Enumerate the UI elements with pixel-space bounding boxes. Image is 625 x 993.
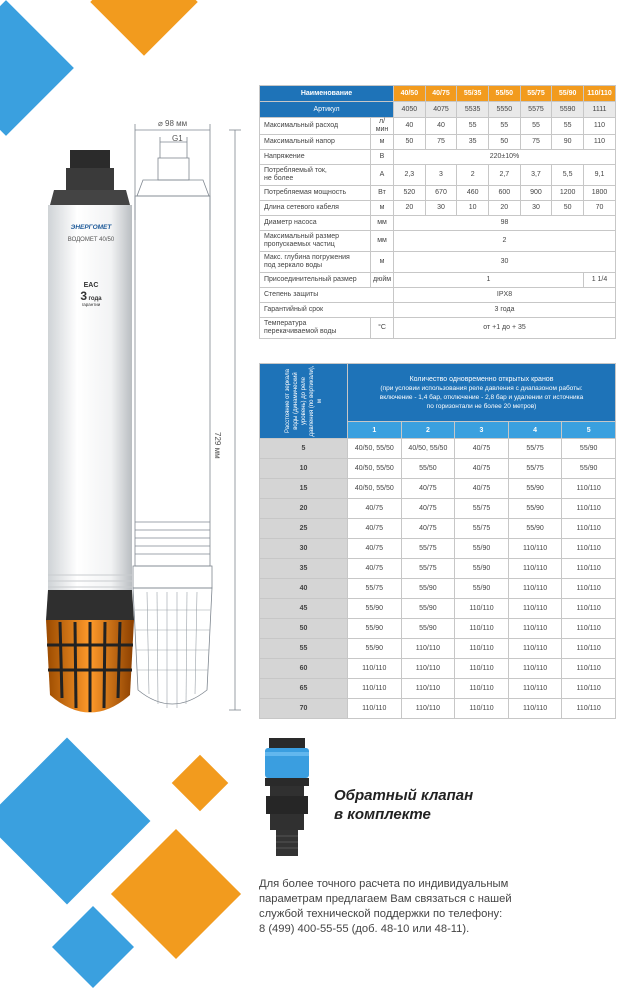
taps-cell: 110/110 [401, 659, 455, 679]
taps-cell: 55/75 [401, 539, 455, 559]
decor-diamond-orange-small [172, 755, 229, 812]
taps-cell: 55/90 [455, 579, 509, 599]
taps-cell: 40/75 [348, 499, 402, 519]
taps-cell: 110/110 [562, 539, 616, 559]
spec-row-unit: мм [371, 216, 394, 231]
taps-depth: 30 [260, 539, 348, 559]
taps-cell: 110/110 [455, 599, 509, 619]
spec-row-name: Максимальный напор [260, 135, 371, 150]
taps-row [260, 439, 616, 459]
taps-depth: 5 [260, 439, 348, 459]
spec-row-name: Присоединительный размер [260, 273, 371, 288]
taps-vertical-header-cell [260, 364, 348, 439]
taps-cell: 110/110 [508, 679, 562, 699]
spec-row-voltage [260, 150, 616, 165]
spec-article-row [260, 102, 616, 118]
spec-cell: 55 [520, 118, 552, 135]
spec-cell: 900 [520, 186, 552, 201]
taps-cell: 110/110 [508, 659, 562, 679]
spec-cell: от +1 до + 35 [394, 318, 616, 339]
taps-cell: 110/110 [562, 599, 616, 619]
spec-cell: 1 1/4 [584, 273, 616, 288]
spec-row-name: Диаметр насоса [260, 216, 371, 231]
spec-row-name [260, 318, 371, 339]
spec-row-name-line: Макс. глубина погружения [264, 254, 350, 261]
spec-row-name [260, 165, 371, 186]
spec-row-particles [260, 231, 616, 252]
taps-cell: 40/75 [401, 499, 455, 519]
contact-line: параметрам предлагаем Вам связаться с нашей [259, 893, 512, 905]
spec-cell: 2,7 [488, 165, 520, 186]
taps-cell: 110/110 [562, 659, 616, 679]
spec-cell: 2 [394, 231, 616, 252]
spec-cell: 460 [457, 186, 489, 201]
taps-row [260, 499, 616, 519]
taps-cell: 110/110 [348, 679, 402, 699]
spec-model: 40/75 [425, 86, 457, 102]
taps-cell: 40/75 [401, 519, 455, 539]
spec-cell: 1800 [584, 186, 616, 201]
spec-model: 55/35 [457, 86, 489, 102]
taps-cell: 40/50, 55/50 [348, 459, 402, 479]
taps-title-line: (при условии использования реле давления с диапазоном работы: [380, 384, 583, 392]
decor-diamond-orange-bottom [111, 829, 241, 959]
spec-row-name [260, 231, 371, 252]
taps-cell: 55/75 [348, 579, 402, 599]
decor-diamond-blue-top [0, 0, 74, 136]
spec-cell: 670 [425, 186, 457, 201]
spec-cell: 55 [488, 118, 520, 135]
taps-row [260, 599, 616, 619]
height-label: 729 мм [213, 432, 222, 459]
spec-cell: 90 [552, 135, 584, 150]
spec-article: 4075 [425, 102, 457, 118]
taps-cell: 55/90 [562, 459, 616, 479]
spec-row-current [260, 165, 616, 186]
taps-depth: 65 [260, 679, 348, 699]
taps-cell: 40/75 [455, 439, 509, 459]
spec-cell: 600 [488, 186, 520, 201]
spec-row-protection [260, 288, 616, 303]
taps-cell: 40/75 [455, 459, 509, 479]
pump-model: ВОДОМЕТ 40/50 [67, 237, 115, 243]
taps-vertical-header: Расстояние от зеркала воды (динамический уровень) до реле давления (по вертикали), м [284, 365, 323, 437]
taps-cell: 40/50, 55/50 [348, 439, 402, 459]
taps-row [260, 559, 616, 579]
taps-depth: 70 [260, 699, 348, 719]
taps-cell: 110/110 [455, 639, 509, 659]
spec-cell: 3 года [394, 303, 616, 318]
taps-row [260, 459, 616, 479]
spec-cell: 520 [394, 186, 426, 201]
taps-cell: 110/110 [562, 619, 616, 639]
pump-cert: EAC [83, 282, 99, 289]
spec-row-unit: л/мин [371, 118, 394, 135]
spec-cell: 1200 [552, 186, 584, 201]
taps-cell: 110/110 [455, 699, 509, 719]
spec-model: 55/50 [488, 86, 520, 102]
taps-depth: 25 [260, 519, 348, 539]
spec-model: 40/50 [394, 86, 426, 102]
taps-cell: 55/75 [508, 459, 562, 479]
taps-cell: 55/90 [562, 439, 616, 459]
spec-row-unit: Вт [371, 186, 394, 201]
taps-cell: 55/75 [455, 519, 509, 539]
taps-row [260, 539, 616, 559]
spec-cell: 1 [394, 273, 584, 288]
taps-cell: 110/110 [562, 479, 616, 499]
spec-cell: 3,7 [520, 165, 552, 186]
spec-row-unit: мм [371, 231, 394, 252]
decor-diamond-orange-top [90, 0, 197, 56]
taps-cell: 110/110 [562, 679, 616, 699]
spec-cell: 70 [584, 201, 616, 216]
pump-brand: ЭНЕРГОМЕТ [70, 224, 112, 231]
spec-cell: 20 [394, 201, 426, 216]
taps-row [260, 519, 616, 539]
spec-cell: 98 [394, 216, 616, 231]
taps-cell: 110/110 [348, 699, 402, 719]
diameter-label: ⌀ 98 мм [158, 119, 188, 128]
spec-row-name-line: под зеркало воды [264, 262, 323, 269]
spec-cell: 35 [457, 135, 489, 150]
contact-text [259, 877, 619, 937]
spec-cell: 30 [394, 252, 616, 273]
taps-cell: 55/90 [348, 599, 402, 619]
contact-phone: 8 (499) 400-55-55 (доб. 48-10 или 48-11). [259, 923, 470, 935]
taps-cell: 110/110 [455, 679, 509, 699]
taps-title-line: включение - 1,4 бар, отключение - 2,8 бар и удалении от источника [379, 393, 584, 401]
taps-cell: 110/110 [562, 559, 616, 579]
spec-row-name-line: Потребляемый ток, [264, 167, 327, 174]
taps-cell: 110/110 [401, 679, 455, 699]
spec-cell: 55 [552, 118, 584, 135]
taps-row [260, 479, 616, 499]
spec-row-name: Длина сетевого кабеля [260, 201, 371, 216]
spec-row-name-line: пропускаемых частиц [264, 241, 335, 248]
spec-article: 5550 [488, 102, 520, 118]
taps-cell: 40/75 [348, 519, 402, 539]
taps-cell: 55/75 [508, 439, 562, 459]
taps-cell: 110/110 [562, 519, 616, 539]
valve-title-line1: Обратный клапан [334, 787, 474, 804]
spec-row-unit: м [371, 201, 394, 216]
taps-depth: 15 [260, 479, 348, 499]
taps-cell: 55/90 [508, 499, 562, 519]
contact-line: службой технической поддержки по телефону: [259, 908, 503, 920]
spec-article: 5575 [520, 102, 552, 118]
spec-row-name-line: перекачиваемой воды [264, 328, 337, 335]
spec-row-name: Максимальный расход [260, 118, 371, 135]
spec-article: 4050 [394, 102, 426, 118]
taps-cell: 110/110 [455, 659, 509, 679]
spec-row-diameter [260, 216, 616, 231]
taps-cell: 55/50 [401, 459, 455, 479]
spec-article-label: Артикул [260, 102, 394, 118]
spec-row-name-line: не более [264, 175, 294, 182]
taps-cell: 110/110 [508, 559, 562, 579]
spec-cell: IPX8 [394, 288, 616, 303]
taps-depth: 55 [260, 639, 348, 659]
taps-title [348, 364, 616, 422]
taps-cell: 110/110 [562, 499, 616, 519]
taps-cell: 110/110 [562, 639, 616, 659]
taps-cell: 55/90 [455, 559, 509, 579]
spec-cell: 40 [425, 118, 457, 135]
spec-row-unit: м [371, 252, 394, 273]
taps-cell: 110/110 [508, 639, 562, 659]
spec-cell: 2,3 [394, 165, 426, 186]
spec-cell: 50 [552, 201, 584, 216]
taps-cell: 110/110 [508, 599, 562, 619]
taps-cell: 110/110 [508, 579, 562, 599]
taps-cell: 55/90 [508, 519, 562, 539]
spec-cell: 40 [394, 118, 426, 135]
taps-cell: 110/110 [562, 579, 616, 599]
spec-row-cable [260, 201, 616, 216]
pump-drawing [125, 110, 255, 730]
taps-depth: 50 [260, 619, 348, 639]
taps-cell: 40/75 [348, 559, 402, 579]
taps-row [260, 699, 616, 719]
taps-cell: 55/90 [455, 539, 509, 559]
spec-row-name-line: Максимальный размер [264, 233, 340, 240]
taps-depth: 40 [260, 579, 348, 599]
taps-cell: 40/50, 55/50 [401, 439, 455, 459]
spec-cell: 50 [488, 135, 520, 150]
spec-cell: 30 [520, 201, 552, 216]
valve-title [334, 786, 473, 824]
pump-warranty-years: 3 [80, 289, 88, 303]
spec-row-unit: В [371, 150, 394, 165]
taps-column-header: 3 [455, 422, 509, 439]
spec-row-unit: °С [371, 318, 394, 339]
spec-header-name: Наименование [260, 86, 394, 102]
spec-header-row [260, 86, 616, 102]
spec-cell: 2 [457, 165, 489, 186]
taps-cell: 110/110 [348, 659, 402, 679]
taps-cell: 55/90 [348, 639, 402, 659]
taps-header-row [260, 364, 616, 422]
spec-cell: 75 [425, 135, 457, 150]
taps-cell: 55/75 [401, 559, 455, 579]
spec-cell: 20 [488, 201, 520, 216]
spec-article: 5535 [457, 102, 489, 118]
spec-row-name [260, 252, 371, 273]
spec-cell: 50 [394, 135, 426, 150]
taps-cell: 55/75 [455, 499, 509, 519]
taps-table [259, 363, 616, 719]
spec-row-power [260, 186, 616, 201]
spec-cell: 110 [584, 118, 616, 135]
taps-cell: 110/110 [401, 639, 455, 659]
spec-row-name: Степень защиты [260, 288, 394, 303]
spec-row-depth [260, 252, 616, 273]
spec-cell: 220±10% [394, 150, 616, 165]
thread-label: G1 [172, 134, 183, 143]
taps-cell: 55/90 [401, 599, 455, 619]
pump-warranty-word: года [88, 296, 102, 302]
taps-cell: 40/75 [401, 479, 455, 499]
spec-row-temperature [260, 318, 616, 339]
spec-model: 55/90 [552, 86, 584, 102]
taps-row [260, 639, 616, 659]
taps-column-header: 4 [508, 422, 562, 439]
taps-cell: 110/110 [455, 619, 509, 639]
taps-cell: 55/90 [401, 579, 455, 599]
spec-cell: 75 [520, 135, 552, 150]
spec-row-name: Гарантийный срок [260, 303, 394, 318]
taps-cell: 110/110 [508, 699, 562, 719]
decor-diamond-blue-small [52, 906, 134, 988]
taps-column-header: 2 [401, 422, 455, 439]
taps-column-header: 1 [348, 422, 402, 439]
taps-column-header: 5 [562, 422, 616, 439]
spec-row-name: Потребляемая мощность [260, 186, 371, 201]
taps-depth: 45 [260, 599, 348, 619]
taps-row [260, 579, 616, 599]
spec-cell: 3 [425, 165, 457, 186]
taps-cell: 55/90 [348, 619, 402, 639]
spec-row-unit: дюйм [371, 273, 394, 288]
contact-line: Для более точного расчета по индивидуальным [259, 878, 509, 890]
taps-cell: 40/75 [455, 479, 509, 499]
spec-row [260, 135, 616, 150]
spec-row-name-line: Температура [264, 320, 307, 327]
check-valve-icon [262, 738, 312, 860]
spec-row-warranty [260, 303, 616, 318]
taps-row [260, 619, 616, 639]
spec-cell: 30 [425, 201, 457, 216]
spec-cell: 9,1 [584, 165, 616, 186]
spec-cell: 10 [457, 201, 489, 216]
taps-cell: 55/90 [401, 619, 455, 639]
spec-row-unit: А [371, 165, 394, 186]
taps-depth: 10 [260, 459, 348, 479]
taps-depth: 60 [260, 659, 348, 679]
spec-row-name: Напряжение [260, 150, 371, 165]
pump-warranty-sub: гарантии [81, 302, 101, 307]
taps-cell: 40/75 [348, 539, 402, 559]
taps-depth: 35 [260, 559, 348, 579]
taps-cell: 110/110 [562, 699, 616, 719]
pump-label [56, 225, 126, 308]
taps-title-line: по горизонтали не более 20 метров) [426, 402, 537, 410]
spec-cell: 5,5 [552, 165, 584, 186]
spec-article: 1111 [584, 102, 616, 118]
valve-title-line2: в комплекте [334, 806, 431, 823]
taps-row [260, 659, 616, 679]
taps-title-line: Количество одновременно открытых кранов [409, 375, 554, 383]
spec-model: 110/110 [584, 86, 616, 102]
spec-model: 55/75 [520, 86, 552, 102]
taps-cell: 110/110 [508, 539, 562, 559]
taps-depth: 20 [260, 499, 348, 519]
spec-row-unit: м [371, 135, 394, 150]
taps-cell: 110/110 [508, 619, 562, 639]
taps-body [260, 439, 616, 719]
spec-row [260, 118, 616, 135]
spec-table [259, 85, 616, 339]
taps-cell: 55/90 [508, 479, 562, 499]
taps-row [260, 679, 616, 699]
spec-article: 5590 [552, 102, 584, 118]
taps-cell: 40/50, 55/50 [348, 479, 402, 499]
spec-cell: 55 [457, 118, 489, 135]
taps-cell: 110/110 [401, 699, 455, 719]
spec-row-connection [260, 273, 616, 288]
spec-cell: 110 [584, 135, 616, 150]
